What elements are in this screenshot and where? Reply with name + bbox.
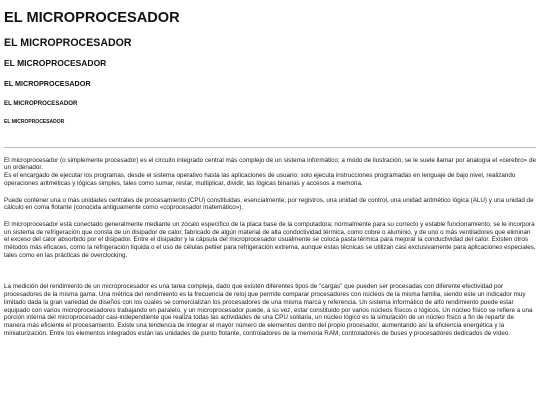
paragraph-cooling: El microprocesador está conectado generalmente mediante un zócalo específico de la placa base de la computadora; normalmente para su correcto y estable funcionamiento, se le incorpora un sistema de refrigeración que consta de un disipador de calor, fabricado de algún material de alta conductividad térmica, como cobre o aluminio, y de uno o más ventiladores que eliminan el exceso del calor absorbido por el disipador. Entre el disipador y la cápsula del microprocesador usualmente se coloca pasta térmica para mejorar la conductividad del calor. Existen otros métodos más eficaces, como la refrigeración líquida o el uso de células peltier para refrigeración extrema, aunque estas técnicas se utilizan casi exclusivamente para aplicaciones especiales, tales como en las prácticas de overclocking. [4, 220, 536, 259]
heading-level-1: EL MICROPROCESADOR [4, 10, 180, 26]
heading-level-6: EL MICROPROCESADOR [4, 119, 65, 125]
heading-level-5: EL MICROPROCESADOR [4, 100, 78, 107]
paragraph-cpu-units: Puede contener una o más unidades centrales de procesamiento (CPU) constituidas, esencialmente, por registros, una unidad de control, una unidad aritmético lógica (ALU) y una unidad de cálculo en coma flotante (conocida antiguamente como «coprocesador matemático»). [4, 196, 534, 212]
paragraph-intro [4, 157, 536, 188]
heading-level-2: EL MICROPROCESADOR [4, 36, 132, 49]
paragraph-performance: La medición del rendimiento de un microprocesador es una tarea compleja, dado que existen diferentes tipos de "cargas" que pueden ser procesadas con diferente efectividad por procesadores de la misma gama. Una métrica del rendimiento es la frecuencia de reloj que permite comparar procesadores con núcleos de la misma familia, siendo este un indicador muy limitado dada la gran variedad de diseños con los cuales se comercializan los procesadores de una misma marca y referencia. Un sistema informático de alto rendimiento puede estar equipado con varios microprocesadores trabajando en paralelo, y un microprocesador puede, a su vez, estar constituido por varios núcleos físicos o lógicos. Un núcleo físico se refiere a una porción interna del microprocesador casi-independiente que realiza todas las actividades de una CPU solitaria, un núcleo lógico es la simulación de un núcleo físico a fin de repartir de manera más eficiente el procesamiento. Existe una tendencia de integrar el mayor número de elementos dentro del propio procesador, aumentando así la eficiencia energética y la miniaturización. Entre los elementos integrados están las unidades de punto flotante, controladores de la memoria RAM, controladores de buses y procesadores dedicados de vídeo. [4, 283, 533, 337]
horizontal-rule [4, 147, 536, 148]
heading-level-4: EL MICROPROCESADOR [4, 78, 91, 88]
document-page [4, 0, 536, 337]
paragraph-intro-line-1: El microprocesador (o simplemente procesador) es el circuito integrado central más complejo de un sistema informático; a modo de ilustración, se le suele llamar por analogía el «cerebro» de un ordenador. [4, 156, 536, 172]
heading-level-3: EL MICROPROCESADOR [4, 57, 107, 68]
paragraph-intro-line-2: Es el encargado de ejecutar los programas, desde el sistema operativo hasta las aplicaciones de usuario; solo ejecuta instrucciones programadas en lenguaje de bajo nivel, realizando operaciones aritméticas y lógicas simples, tales como sumar, restar, multiplicar, dividir, las lógicas binarias y accesos a memoria. [4, 172, 516, 187]
